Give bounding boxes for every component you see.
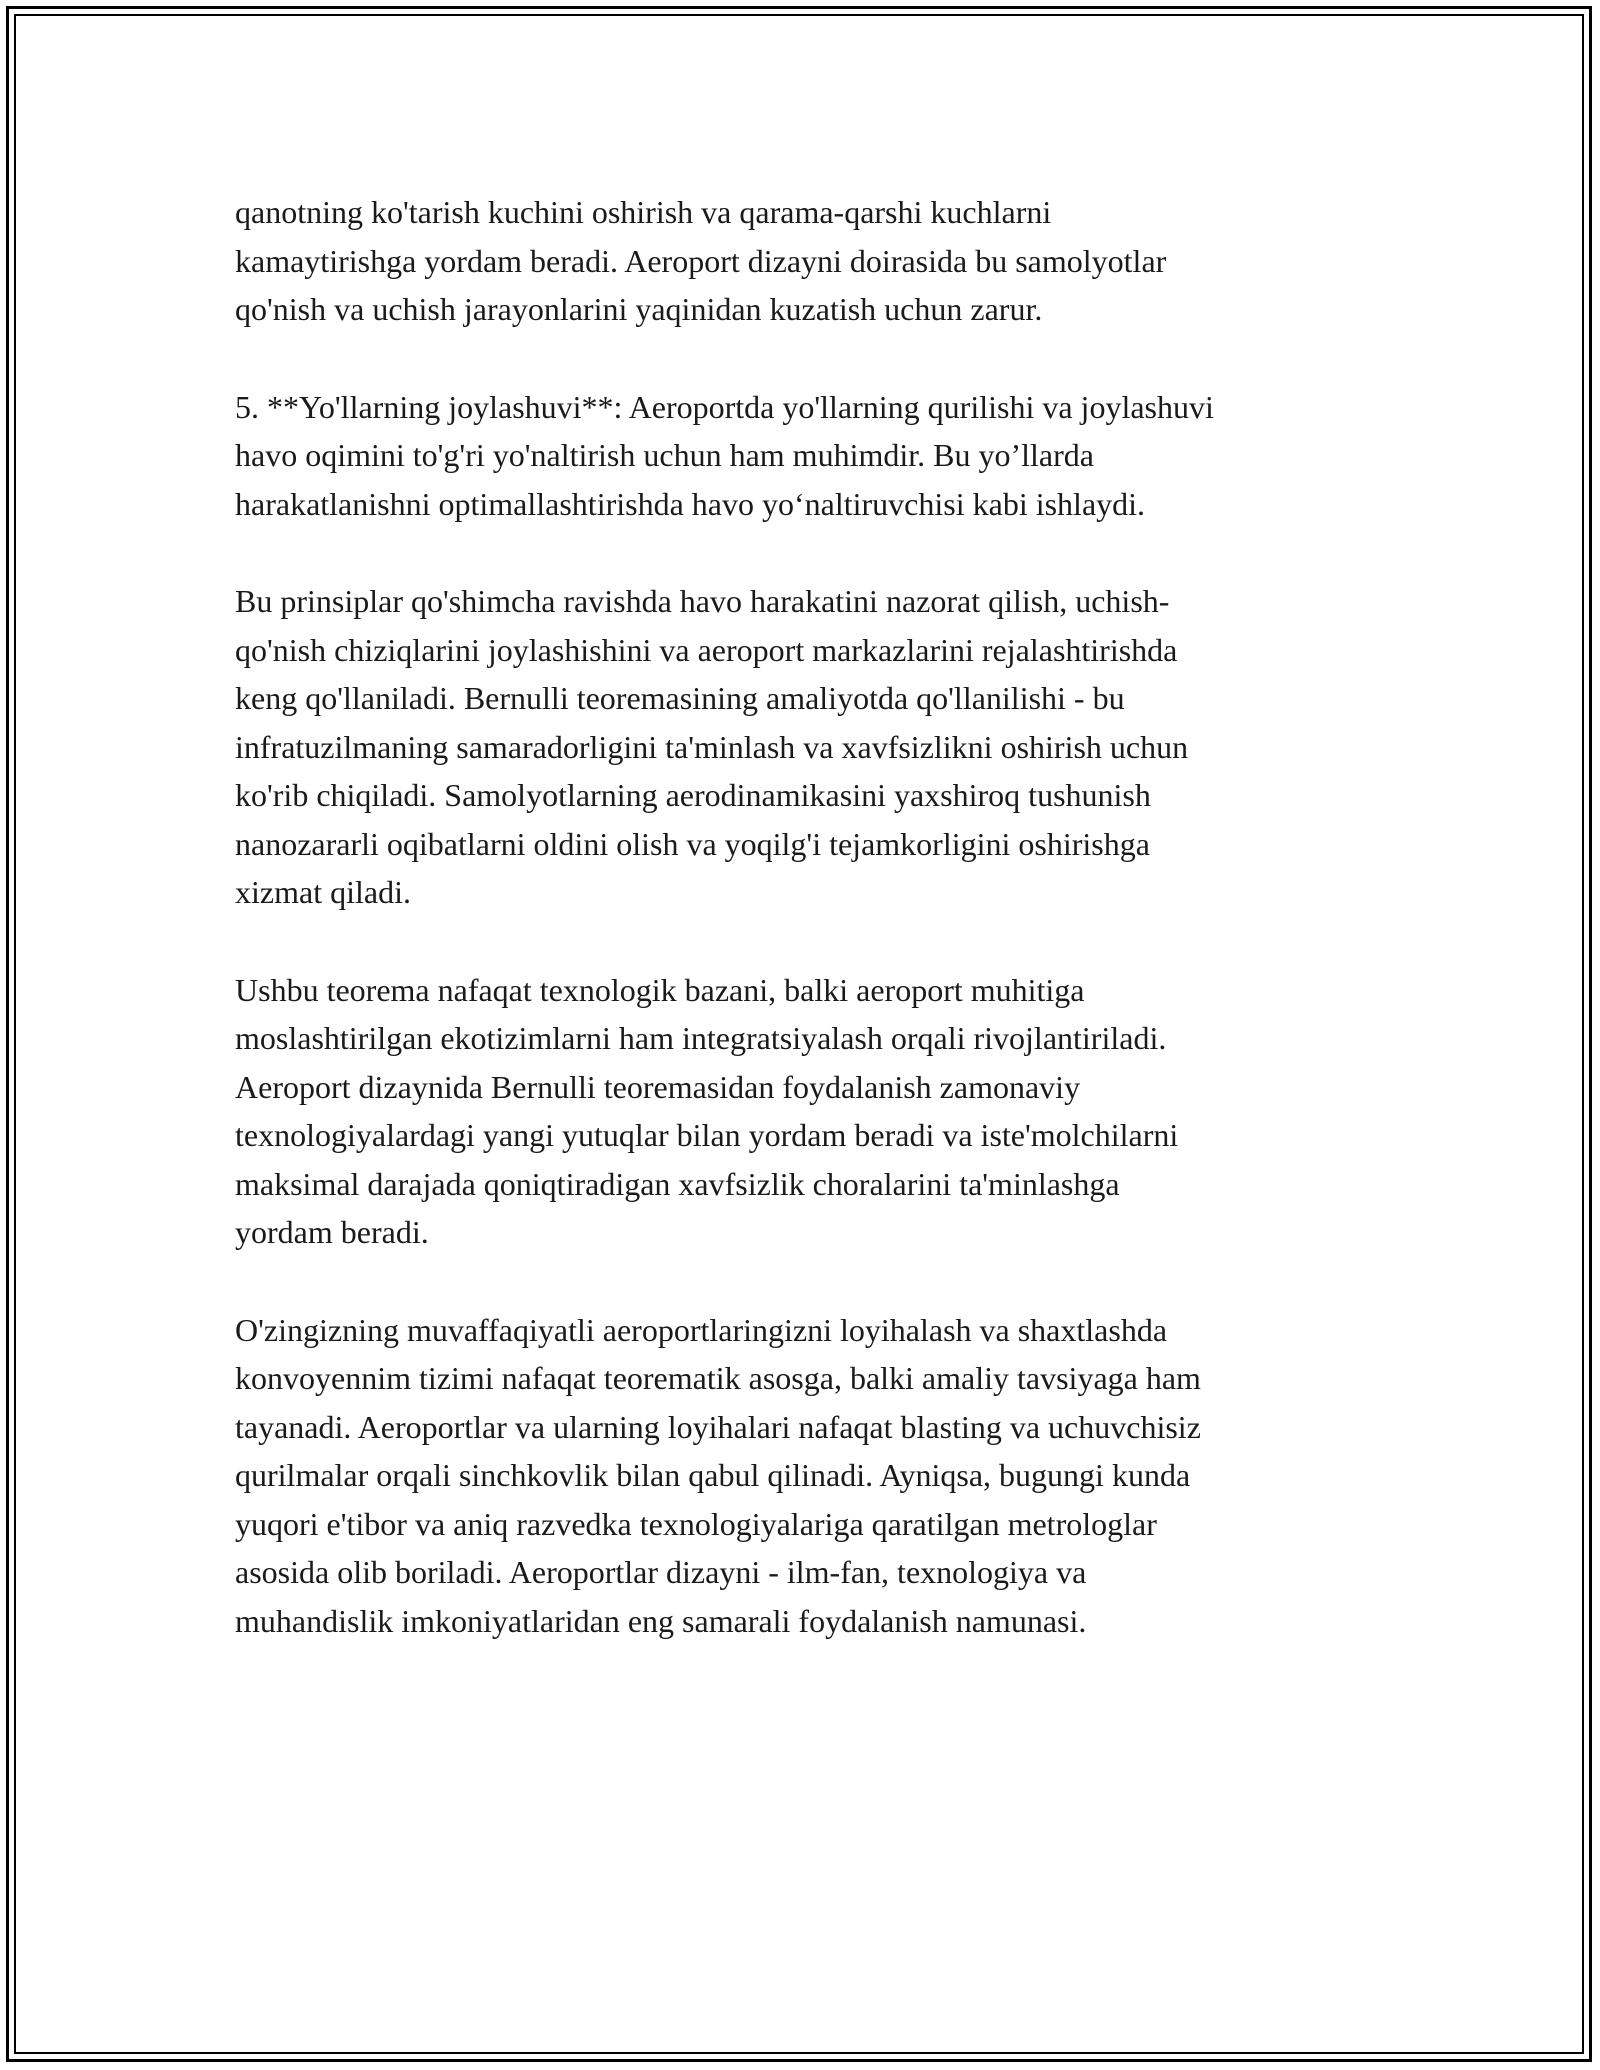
text-line: 5. **Yo'llarning joylashuvi**: Aeroportda yo'llarning qurilishi va joylashuvi (235, 388, 1214, 425)
text-line: qanotning ko'tarish kuchini oshirish va qarama-qarshi kuchlarni (235, 194, 1052, 230)
text-line: qo'nish va uchish jarayonlarini yaqinidan kuzatish uchun zarur. (235, 291, 1043, 327)
paragraph-road-layout (235, 383, 1385, 529)
text-line: yuqori e'tibor va aniq razvedka texnologiyalariga qaratilgan metrologlar (235, 1505, 1157, 1542)
text-line: kamaytirishga yordam beradi. Aeroport dizayni doirasida bu samolyotlar (235, 242, 1167, 279)
paragraph-conclusion (235, 1306, 1385, 1646)
text-line: asosida olib boriladi. Aeroportlar dizayni - ilm-fan, texnologiya va (235, 1554, 1087, 1590)
paragraph-airfoil (235, 188, 1385, 334)
text-line: yordam beradi. (235, 1214, 429, 1250)
text-line: ko'rib chiqiladi. Samolyotlarning aerodinamikasini yaxshiroq tushunish (235, 777, 1151, 813)
text-line: havo oqimini to'g'ri yo'naltirish uchun ham muhimdir. Bu yo’llarda (235, 437, 1094, 473)
text-line: tayanadi. Aeroportlar va ularning loyihalari nafaqat blasting va uchuvchisiz (235, 1408, 1201, 1445)
text-line: Ushbu teorema nafaqat texnologik bazani, balki aeroport muhitiga (235, 971, 1085, 1008)
text-line: qurilmalar orqali sinchkovlik bilan qabul qilinadi. Ayniqsa, bugungi kunda (235, 1457, 1191, 1493)
text-line: qo'nish chiziqlarini joylashishini va aeroport markazlarini rejalashtirishda (235, 631, 1178, 668)
text-line: harakatlanishni optimallashtirishda havo yo‘naltiruvchisi kabi ishlaydi. (235, 485, 1146, 522)
text-line: Bu prinsiplar qo'shimcha ravishda havo harakatini nazorat qilish, uchish- (235, 583, 1170, 619)
text-line: xizmat qiladi. (235, 874, 411, 910)
text-line: nanozararli oqibatlarni oldini olish va yoqilg'i tejamkorligini oshirishga (235, 825, 1150, 862)
text-line: texnologiyalardagi yangi yutuqlar bilan yordam beradi va iste'molchilarni (235, 1117, 1179, 1153)
text-line: muhandislik imkoniyatlaridan eng samarali foydalanish namunasi. (235, 1602, 1087, 1639)
text-line: Aeroport dizaynida Bernulli teoremasidan foydalanish zamonaviy (235, 1068, 1081, 1105)
text-line: maksimal darajada qoniqtiradigan xavfsizlik choralarini ta'minlashga (235, 1165, 1120, 1202)
text-line: O'zingizning muvaffaqiyatli aeroportlaringizni loyihalash va shaxtlashda (235, 1311, 1168, 1348)
text-line: moslashtirilgan ekotizimlarni ham integratsiyalash orqali rivojlantiriladi. (235, 1020, 1167, 1056)
text-line: konvoyennim tizimi nafaqat teorematik asosga, balki amaliy tavsiyaga ham (235, 1360, 1201, 1396)
document-body (235, 188, 1385, 1694)
paragraph-principles (235, 577, 1385, 917)
paragraph-theorem (235, 966, 1385, 1257)
text-line: keng qo'llaniladi. Bernulli teoremasining amaliyotda qo'llanilishi - bu (235, 680, 1125, 716)
text-line: infratuzilmaning samaradorligini ta'minlash va xavfsizlikni oshirish uchun (235, 728, 1189, 765)
